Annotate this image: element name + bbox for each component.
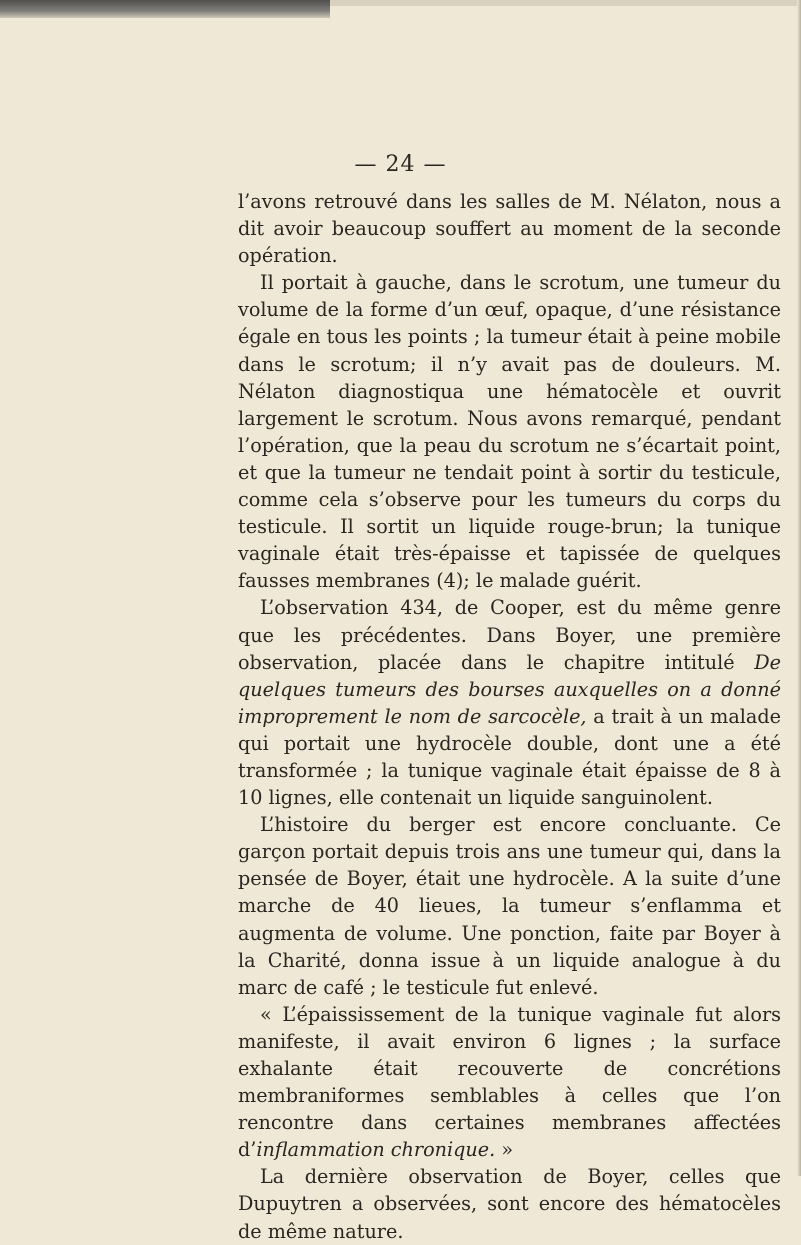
text-run: « L’épaississement de la tunique vaginale fut alors manifeste, il avait environ 6 lignes ; la surface exhalante était recouverte de concrétions membraniformes semblables à celles que l’on rencontre dans certaines membranes affectées d’ <box>238 1002 781 1162</box>
text-run: L’observation 434, de Cooper, est du même genre que les précédentes. Dans Boyer, une première observation, placée dans le chapitre intitulé <box>238 596 781 674</box>
text-run: L’histoire du berger est encore concluante. Ce garçon portait depuis trois ans une tumeur qui, dans la pensée de Boyer, était une hydrocèle. A la suite d’une marche de 40 lieues, la tumeur s’enflamma et augmenta de volume. Une ponction, faite par Boyer à la Charité, donna issue à un liquide analogue à du marc de café ; le testicule fut enlevé. <box>238 813 781 999</box>
italic-term: inflammation chronique. <box>256 1138 496 1162</box>
text-run: l’avons retrouvé dans les salles de M. Nélaton, nous a dit avoir beaucoup souffert au moment de la seconde opération. <box>238 190 781 268</box>
text-run: » <box>495 1138 514 1162</box>
scan-dark-band <box>0 0 330 18</box>
paragraph <box>238 269 781 594</box>
text-run: La dernière observation de Boyer, celles que Dupuytren a observées, sont encore des hématocèles de même nature. <box>238 1165 781 1243</box>
body-text <box>238 188 781 1245</box>
paragraph <box>238 188 781 269</box>
paragraph <box>238 594 781 811</box>
paragraph <box>238 1001 781 1164</box>
page-number: — 24 — <box>354 152 447 177</box>
italic-title: De quelques tumeurs des bourses auxquelles on a donné improprement le nom de sarcocèle, <box>238 650 781 728</box>
paragraph <box>238 811 781 1001</box>
text-run: Il portait à gauche, dans le scrotum, une tumeur du volume de la forme d’un œuf, opaque, d’une résistance égale en tous les points ; la tumeur était à peine mobile dans le scrotum; il n’y avait pas de douleurs. M. Nélaton diagnostiqua une hématocèle et ouvrit largement le scrotum. Nous avons remarqué, pendant l’opération, que la peau du scrotum ne s’écartait point, et que la tumeur ne tendait point à sortir du testicule, comme cela s’observe pour les tumeurs du corps du testicule. Il sortit un liquide rouge-brun; la tunique vaginale était très-épaisse et tapissée de quelques fausses membranes (4); le malade guérit. <box>238 271 781 593</box>
text-run: a trait à un malade qui portait une hydrocèle double, dont une a été transformée ; la tunique vaginale était épaisse de 8 à 10 lignes, elle contenait un liquide sanguinolent. <box>238 704 781 810</box>
